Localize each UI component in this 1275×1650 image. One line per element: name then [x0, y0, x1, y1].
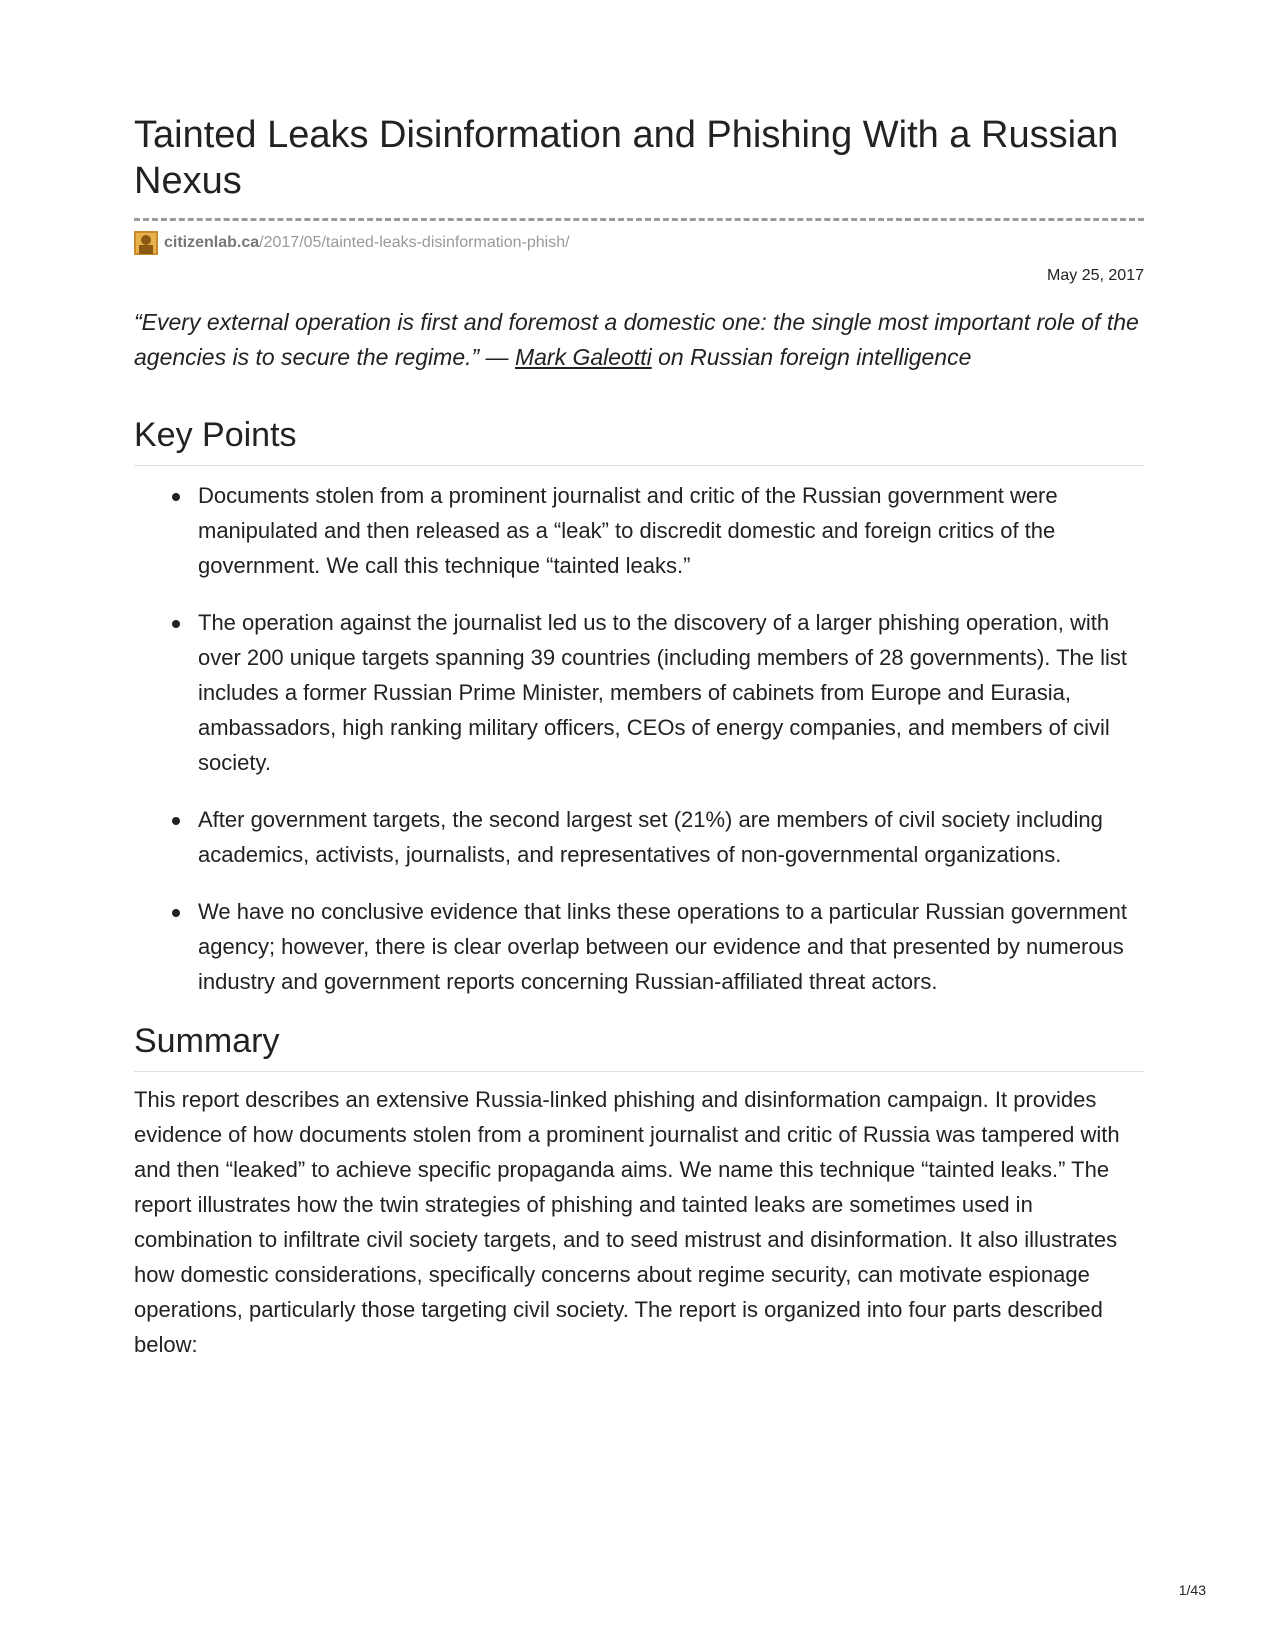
- bullet-icon: [172, 817, 180, 825]
- list-item: [198, 802, 1144, 872]
- quote-tail: on Russian foreign intelligence: [651, 344, 972, 370]
- source-domain[interactable]: citizenlab.ca: [164, 234, 260, 251]
- epigraph-quote: [134, 305, 1144, 375]
- bullet-icon: [172, 620, 180, 628]
- list-item: [198, 894, 1144, 999]
- list-item-text: We have no conclusive evidence that links these operations to a particular Russian government agency; however, there is clear overlap between our evidence and that presented by numerous industry and government reports concerning Russian-affiliated threat actors.: [198, 899, 1128, 994]
- list-item: [198, 605, 1144, 780]
- source-path[interactable]: /2017/05/tainted-leaks-disinformation-phish/: [259, 234, 570, 251]
- list-item-text: The operation against the journalist led us to the discovery of a larger phishing operation, with over 200 unique targets spanning 39 countries (including members of 28 governments). The list includes a former Russian Prime Minister, members of cabinets from Europe and Eurasia, ambassadors, high ranking military officers, CEOs of energy companies, and members of civil society.: [198, 610, 1128, 775]
- page-number: 1/43: [1178, 1582, 1206, 1598]
- key-points-heading: Key Points: [134, 415, 1144, 466]
- key-points-list: [134, 478, 1144, 999]
- summary-paragraph: This report describes an extensive Russia-linked phishing and disinformation campaign. It provides evidence of how documents stolen from a prominent journalist and critic of Russia was tampered with and then “leaked” to achieve specific propaganda aims. We name this technique “tainted leaks.” The report illustrates how the twin strategies of phishing and tainted leaks are sometimes used in combination to infiltrate civil society targets, and to seed mistrust and disinformation. It also illustrates how domestic considerations, specifically concerns about regime security, can motivate espionage operations, particularly those targeting civil society. The report is organized into four parts described below:: [134, 1087, 1120, 1357]
- title-divider: [134, 218, 1144, 221]
- bullet-icon: [172, 909, 180, 917]
- page-title: Tainted Leaks Disinformation and Phishing With a Russian Nexus: [134, 114, 1119, 202]
- bullet-icon: [172, 493, 180, 501]
- author-link[interactable]: Mark Galeotti: [514, 344, 652, 370]
- publish-date: May 25, 2017: [1047, 267, 1144, 284]
- quote-text: “Every external operation is first and foremost a domestic one: the single most important role of the agencies is to secure the regime.” —: [134, 309, 1139, 370]
- source-line: [134, 229, 1144, 257]
- citizenlab-favicon-icon: [134, 231, 158, 255]
- list-item-text: After government targets, the second largest set (21%) are members of civil society including academics, activists, journalists, and representatives of non-governmental organizations.: [198, 807, 1103, 867]
- list-item: [198, 478, 1144, 583]
- document-page: [134, 112, 1144, 1384]
- list-item-text: Documents stolen from a prominent journalist and critic of the Russian government were manipulated and then released as a “leak” to discredit domestic and foreign critics of the government. We call this technique “tainted leaks.”: [198, 483, 1058, 578]
- summary-heading: Summary: [134, 1021, 1144, 1072]
